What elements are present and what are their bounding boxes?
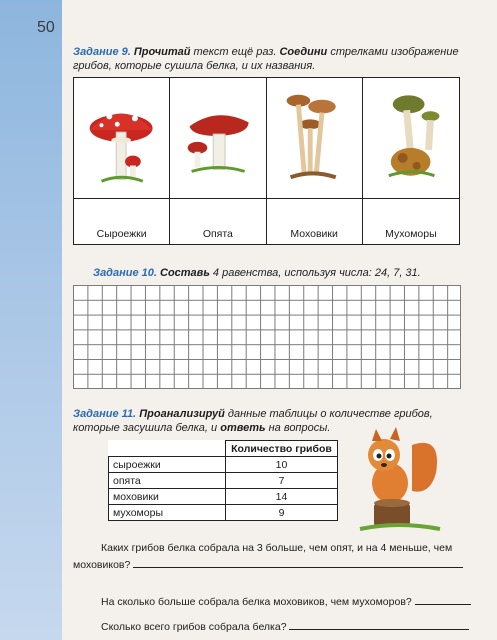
mushroom-table [73,77,460,245]
left-margin-strip [0,0,62,640]
table-row: опята 7 [109,473,338,489]
question-3: Сколько всего грибов собрала белка? [101,619,469,635]
table-row: моховики 14 [109,489,338,505]
answer-line-1[interactable] [133,557,463,568]
question-1-line2: моховиков? [73,557,463,573]
question-2: На сколько больше собрала белка моховиков, чем мухоморов? [101,594,471,610]
name-mukhomory: Мухоморы [363,198,459,244]
task11-title: Задание 11. Проанализируй данные таблицы о количестве грибов, которые засушила белка, и ответь на вопросы. [73,408,433,434]
question-1-line1: Каких грибов белка собрала на 3 больше, чем опят, и на 4 меньше, чем [101,542,453,554]
russula-icon [170,78,266,198]
name-mokhoviki: Моховики [267,198,363,244]
mushroom-count-table [108,440,338,521]
name-opyata: Опята [170,198,266,244]
boletus-icon [363,78,459,198]
honey-fungus-icon [267,78,363,198]
task9-number: Задание 9. [73,46,131,58]
answer-line-3[interactable] [289,619,469,630]
table-row: мухоморы 9 [109,505,338,521]
name-syroezhki: Сыроежки [74,198,170,244]
squirrel-illustration [350,425,445,533]
answer-grid[interactable] [73,285,461,389]
table-row: сыроежки 10 [109,457,338,473]
table-header: Количество грибов [226,441,338,457]
task10-title: Задание 10. Составь 4 равенства, используя числа: 24, 7, 31. [93,267,421,279]
page-number: 50 [37,19,55,36]
task9-title: Задание 9. Прочитай текст ещё раз. Соедини стрелками изображение грибов, которые сушила белка, и их названия. [73,46,459,72]
task11-number: Задание 11. [73,408,137,420]
task10-number: Задание 10. [93,267,157,279]
answer-line-2[interactable] [415,594,471,605]
fly-agaric-icon [74,78,170,198]
